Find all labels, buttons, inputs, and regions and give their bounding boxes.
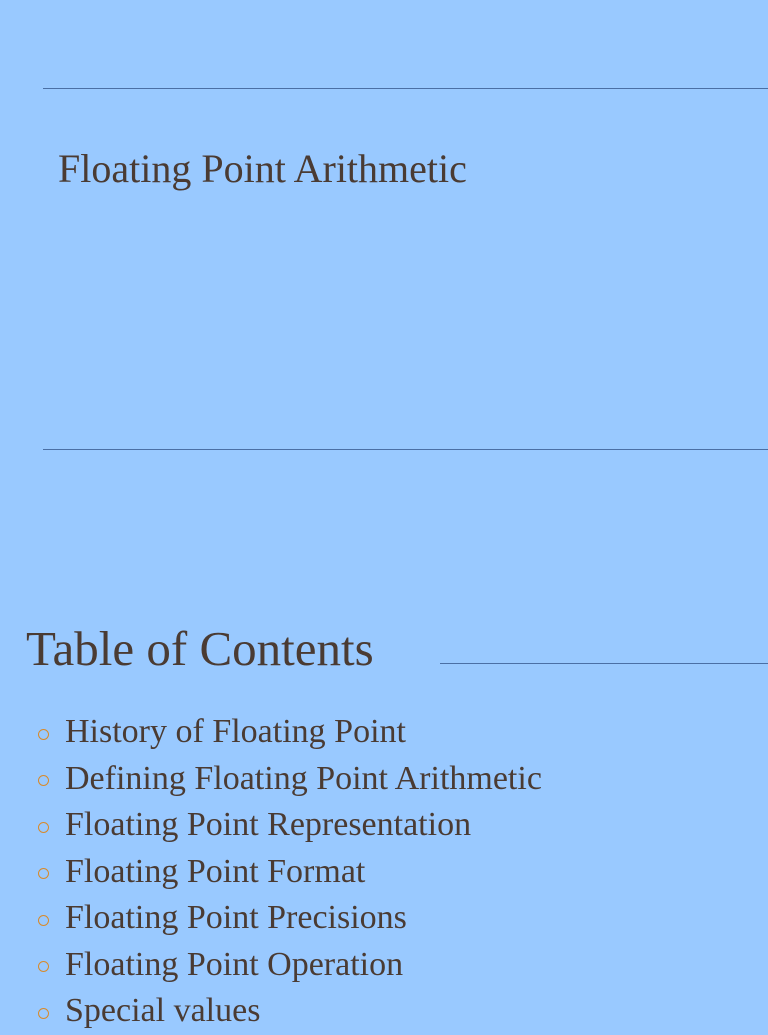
bullet-icon	[38, 729, 49, 740]
bullet-icon	[38, 822, 49, 833]
toc-item-representation	[38, 802, 542, 849]
toc-item-label: Special values	[65, 992, 261, 1030]
bullet-icon	[38, 961, 49, 972]
bullet-icon	[38, 1008, 49, 1019]
toc-item-history	[38, 709, 542, 756]
toc-item-operation	[38, 942, 542, 989]
toc-item-label: Floating Point Operation	[65, 945, 404, 983]
toc-item-label: Defining Floating Point Arithmetic	[65, 759, 542, 797]
bullet-icon	[38, 915, 49, 926]
bullet-icon	[38, 868, 49, 879]
toc-item-format	[38, 849, 542, 896]
top-divider	[43, 88, 768, 89]
toc-heading: Table of Contents	[26, 621, 374, 676]
toc-item-precisions	[38, 895, 542, 942]
slide-title: Floating Point Arithmetic	[58, 146, 467, 191]
toc-item-label: Floating Point Representation	[65, 806, 472, 844]
toc-list	[38, 709, 542, 1035]
toc-item-special-values	[38, 988, 542, 1035]
toc-item-label: Floating Point Precisions	[65, 899, 407, 937]
middle-divider	[43, 449, 768, 450]
toc-item-label: Floating Point Format	[65, 852, 366, 890]
toc-item-label: History of Floating Point	[65, 713, 406, 751]
toc-heading-divider	[440, 663, 768, 664]
toc-item-defining	[38, 756, 542, 803]
bullet-icon	[38, 775, 49, 786]
